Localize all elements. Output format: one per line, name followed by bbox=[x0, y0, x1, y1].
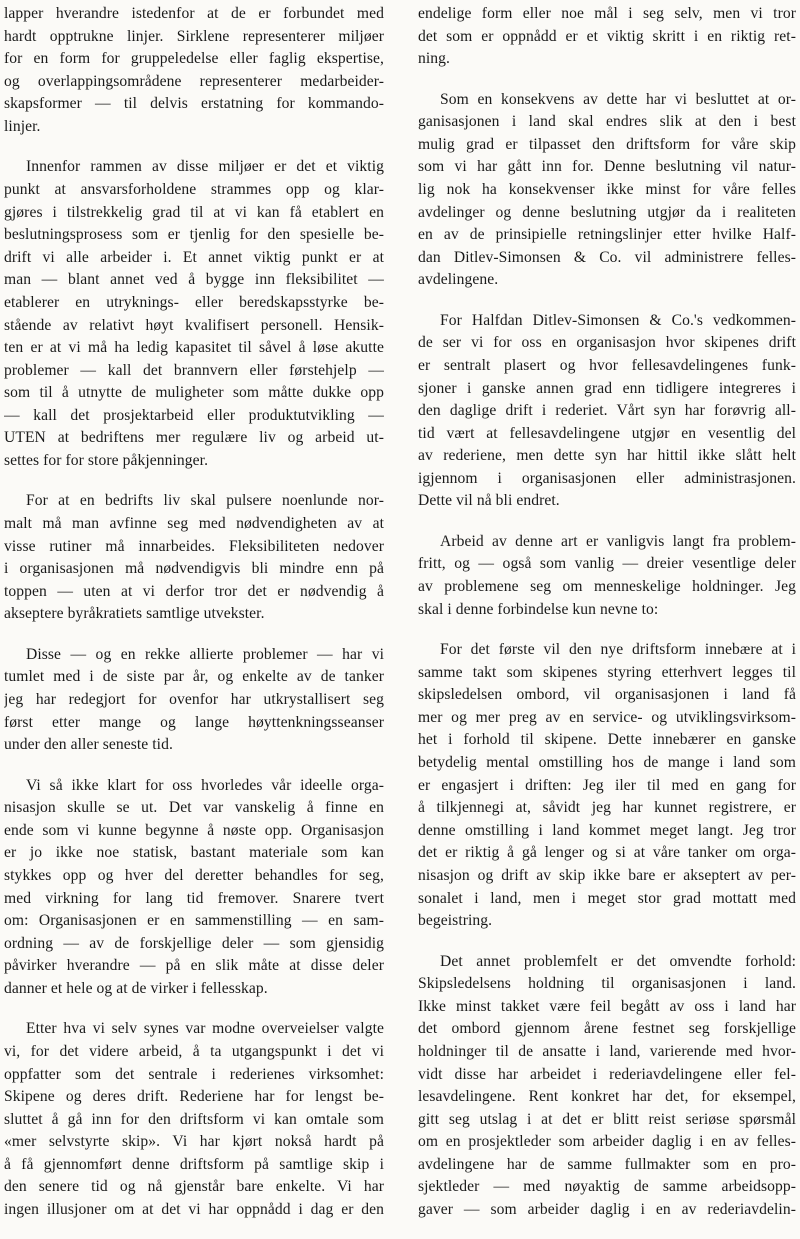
text-line: lig nok ha konsekvenser ikke minst for våre felles bbox=[418, 180, 796, 198]
text-line: hardt opptrukne linjer. Sirklene representerer miljøer bbox=[4, 27, 384, 45]
paragraph bbox=[4, 775, 384, 1001]
text-line: sonalet i land, men i meget stor grad mottatt med bbox=[418, 889, 796, 907]
text-line: og overlappingsområdene representerer medarbeider- bbox=[4, 72, 384, 90]
text-line: en av de prinsipielle retningslinjer etter hvilke Half- bbox=[418, 226, 796, 244]
text-line: — kall det prosjektarbeid eller produktutvikling — bbox=[4, 406, 384, 424]
text-line: Skipsledelsens holdning til organisasjonen i land. bbox=[418, 975, 796, 993]
text-line: avdelingene. bbox=[418, 271, 499, 289]
text-line: malt må man avfinne seg med nødvendigheten av at bbox=[4, 515, 384, 533]
text-line: de ser vi for oss en organisasjon hvor skipenes drift bbox=[418, 334, 796, 352]
text-line: avdelingene har de samme fullmakter som en pro- bbox=[418, 1155, 796, 1173]
text-line: den senere tid og nå gjenstår bare enkelte. Vi har bbox=[4, 1178, 384, 1196]
text-line: ordning — av de forskjellige deler — som gjensidig bbox=[4, 934, 384, 952]
text-line: er engasjert i driften: Jeg iler til med en gang for bbox=[418, 776, 796, 794]
text-line: jeg har redegjort for ovenfor har utkrystallisert seg bbox=[4, 691, 384, 709]
text-line: Det annet problemfelt er det omvendte forhold: bbox=[440, 952, 796, 970]
text-line: oppfatter som det sentrale i rederienes virksomhet: bbox=[4, 1065, 384, 1083]
text-line: ganisasjonen i land skal endres slik at den i best bbox=[418, 113, 796, 131]
text-line: tumlet med i de siste par år, og enkelte av de tanker bbox=[4, 668, 384, 686]
text-line: For det første vil den nye driftsform innebære at i bbox=[440, 641, 796, 659]
text-line: vidt disse har arbeidet i rederiavdelingene eller fel- bbox=[418, 1065, 796, 1083]
text-line: sjektleder — med nøyaktig de samme arbeidsopp- bbox=[418, 1178, 796, 1196]
text-line: Dette vil nå bli endret. bbox=[418, 492, 560, 510]
text-line: mulig grad er tilpasset den driftsform for våre skip bbox=[418, 135, 796, 153]
text-line: drift vi alle arbeider i. Et annet viktig punkt er at bbox=[4, 248, 384, 266]
text-line: for en form for gruppeledelse eller faglig ekspertise, bbox=[4, 50, 384, 68]
text-line: lapper hverandre istedenfor at de er forbundet med bbox=[4, 5, 384, 22]
right-column bbox=[418, 3, 796, 1239]
text-line: «mer selvstyrte skip». Vi har kjørt nokså hardt på bbox=[4, 1133, 384, 1151]
text-line: gitt seg utslag i at det er blitt reist seriøse spørsmål bbox=[418, 1110, 796, 1128]
paragraph bbox=[4, 3, 384, 139]
text-line: om en prosjektleder som arbeider daglig i en av felles- bbox=[418, 1133, 796, 1151]
text-line: vi, for det videre arbeid, å ta utgangspunkt i det vi bbox=[4, 1042, 384, 1060]
text-line: av problemene seg om menneskelige holdninger. Jeg bbox=[418, 578, 796, 596]
text-line: under den aller seneste tid. bbox=[4, 736, 173, 754]
text-line: i organisasjonen må nødvendigvis bli mindre enn på bbox=[4, 560, 384, 578]
text-line: gjøres i tilstrekkelig grad til at vi kan få etablert en bbox=[4, 203, 384, 221]
text-line: toppen — uten at vi derfor tror det er nødvendig å bbox=[4, 582, 384, 600]
text-line: stående av relativt høyt kvalifisert personell. Hensik- bbox=[4, 316, 384, 334]
text-line: het i forhold til skipene. Dette innebærer en ganske bbox=[418, 731, 796, 749]
text-line: lesavdelingene. Rent konkret har det, for eksempel, bbox=[418, 1088, 796, 1106]
text-line: ende som vi kunne begynne å nøste opp. Organisasjon bbox=[4, 821, 384, 839]
text-line: skal i denne forbindelse kun nevne to: bbox=[418, 600, 659, 618]
paragraph bbox=[418, 89, 796, 292]
text-line: den daglige drift i rederiet. Vårt syn har forøvrig all- bbox=[418, 402, 796, 420]
paragraph bbox=[4, 644, 384, 757]
text-line: med virkning for lang tid fremover. Snarere tvert bbox=[4, 889, 384, 907]
text-line: akseptere byråkratiets samtlige utvekster. bbox=[4, 605, 265, 623]
paragraph bbox=[4, 490, 384, 626]
paragraph bbox=[4, 156, 384, 472]
text-line: Etter hva vi selv synes var modne overveielser valgte bbox=[26, 1020, 384, 1038]
text-line: av rederiene, men dette syn har hittil ikke slått helt bbox=[418, 447, 796, 465]
text-line: samme takt som skipenes styring etterhvert legges til bbox=[418, 663, 796, 681]
text-line: ten er at vi må ha ledig kapasitet til såvel å løse akutte bbox=[4, 339, 384, 357]
text-line: betydelig mental omstilling hos de mange i land som bbox=[418, 754, 796, 771]
text-line: For Halfdan Ditlev-Simonsen & Co.'s vedkommen- bbox=[440, 311, 796, 329]
text-line: etablerer en utryknings- eller beredskapsstyrke be- bbox=[4, 293, 384, 311]
text-line: først etter mange og lange høyttenkningsseanser bbox=[4, 713, 384, 731]
text-line: det ombord gjennom årene festnet seg forskjellige bbox=[418, 1020, 796, 1038]
text-line: skipsledelsen ombord, vil organisasjonen i land få bbox=[418, 686, 796, 704]
text-line: som til å utnytte de muligheter som måtte dukke opp bbox=[4, 384, 384, 402]
text-line: dan Ditlev-Simonsen & Co. vil administrere felles- bbox=[418, 248, 796, 266]
text-line: Ikke minst takket være feil begått av oss i land har bbox=[418, 997, 796, 1015]
text-line: skapsformer — til delvis erstatning for kommando- bbox=[4, 95, 384, 113]
text-line: problemer — kall det brannvern eller førstehjelp — bbox=[4, 361, 384, 379]
text-line: sjoner i ganske annen grad enn tidligere integreres i bbox=[418, 379, 796, 397]
paragraph bbox=[418, 639, 796, 933]
text-line: er jo ikke noe statisk, bastant materiale som kan bbox=[4, 844, 384, 862]
text-line: igjennom i organisasjonen eller administrasjonen. bbox=[418, 469, 796, 487]
text-line: å tilkjennegi at, såvidt jeg har kunnet registrere, er bbox=[418, 799, 796, 817]
text-line: det som er oppnådd er et viktig skritt i en riktig ret- bbox=[418, 27, 796, 45]
text-line: ingen illusjoner om at det vi har oppnådd i dag er den bbox=[4, 1201, 384, 1219]
text-line: endelige form eller noe mål i seg selv, men vi tror bbox=[418, 5, 796, 22]
text-line: begeistring. bbox=[418, 912, 493, 930]
text-line: ning. bbox=[418, 50, 451, 68]
text-line: Arbeid av denne art er vanligvis langt fra problem- bbox=[440, 532, 796, 550]
text-line: settes for for store påkjenninger. bbox=[4, 452, 209, 470]
text-line: som vi har gått inn for. Denne beslutning vil natur- bbox=[418, 158, 796, 176]
text-line: danner et hele og at de virker i fellesskap. bbox=[4, 979, 268, 997]
text-line: er sentralt plasert og hvor fellesavdelingenes funk- bbox=[418, 356, 796, 374]
text-line: visse rutiner må innarbeides. Fleksibiliteten nedover bbox=[4, 537, 384, 555]
text-line: beslutningsprosess som er tjenlig for den spesielle be- bbox=[4, 226, 384, 244]
text-line: stykkes opp og hver del deretter behandles for seg, bbox=[4, 866, 384, 884]
paragraph bbox=[418, 531, 796, 621]
text-line: nisasjon og drift av skip ikke bare er akseptert av per- bbox=[418, 866, 796, 884]
text-line: Disse — og en rekke allierte problemer — har vi bbox=[26, 645, 384, 663]
text-line: man — blant annet ved å bygge inn fleksibilitet — bbox=[4, 271, 384, 289]
text-line: gaver — som arbeider daglig i en av rederiavdelin- bbox=[418, 1201, 796, 1219]
text-line: nisasjon skulle se ut. Det var vanskelig å finne en bbox=[4, 799, 384, 817]
text-line: å få gjennomført denne driftsform på samtlige skip i bbox=[4, 1155, 384, 1173]
text-line: mer og mer preg av en service- og utviklingsvirksom- bbox=[418, 708, 796, 726]
text-line: Vi så ikke klart for oss hvorledes vår ideelle orga- bbox=[26, 776, 384, 794]
text-line: Innenfor rammen av disse miljøer er det et viktig bbox=[26, 158, 384, 176]
text-line: Skipene og deres drift. Rederiene har for lengst be- bbox=[4, 1088, 384, 1106]
text-line: fritt, og — også som vanlig — dreier vesentlige deler bbox=[418, 555, 796, 573]
text-line: UTEN at bedriftens mer regulære liv og arbeid ut- bbox=[4, 429, 384, 447]
text-line: påvirker hverandre — på en slik måte at disse deler bbox=[4, 957, 384, 975]
paragraph bbox=[418, 951, 796, 1222]
text-line: Som en konsekvens av dette har vi besluttet at or- bbox=[440, 90, 796, 108]
text-line: linjer. bbox=[4, 117, 41, 135]
text-line: avdelinger og denne beslutning utgjør da i realiteten bbox=[418, 203, 796, 221]
text-line: om: Organisasjonen er en sammenstilling — en sam- bbox=[4, 912, 384, 930]
text-line: tid vært at fellesavdelingene utgjør en vesentlig del bbox=[418, 424, 796, 442]
text-line: punkt at ansvarsforholdene strammes opp og klar- bbox=[4, 180, 384, 198]
left-column bbox=[4, 3, 384, 1239]
paragraph bbox=[4, 1018, 384, 1221]
text-line: det er riktig å gå lenger og si at våre tanker om orga- bbox=[418, 844, 796, 862]
text-line: For at en bedrifts liv skal pulsere noenlunde nor- bbox=[26, 492, 384, 510]
paragraph bbox=[418, 310, 796, 513]
text-line: denne omstilling i land kommet meget langt. Jeg tror bbox=[418, 821, 796, 839]
paragraph bbox=[418, 3, 796, 71]
text-line: holdninger til de ansatte i land, varierende med hvor- bbox=[418, 1042, 796, 1060]
text-line: sluttet å gå inn for den driftsform vi kan omtale som bbox=[4, 1110, 384, 1128]
